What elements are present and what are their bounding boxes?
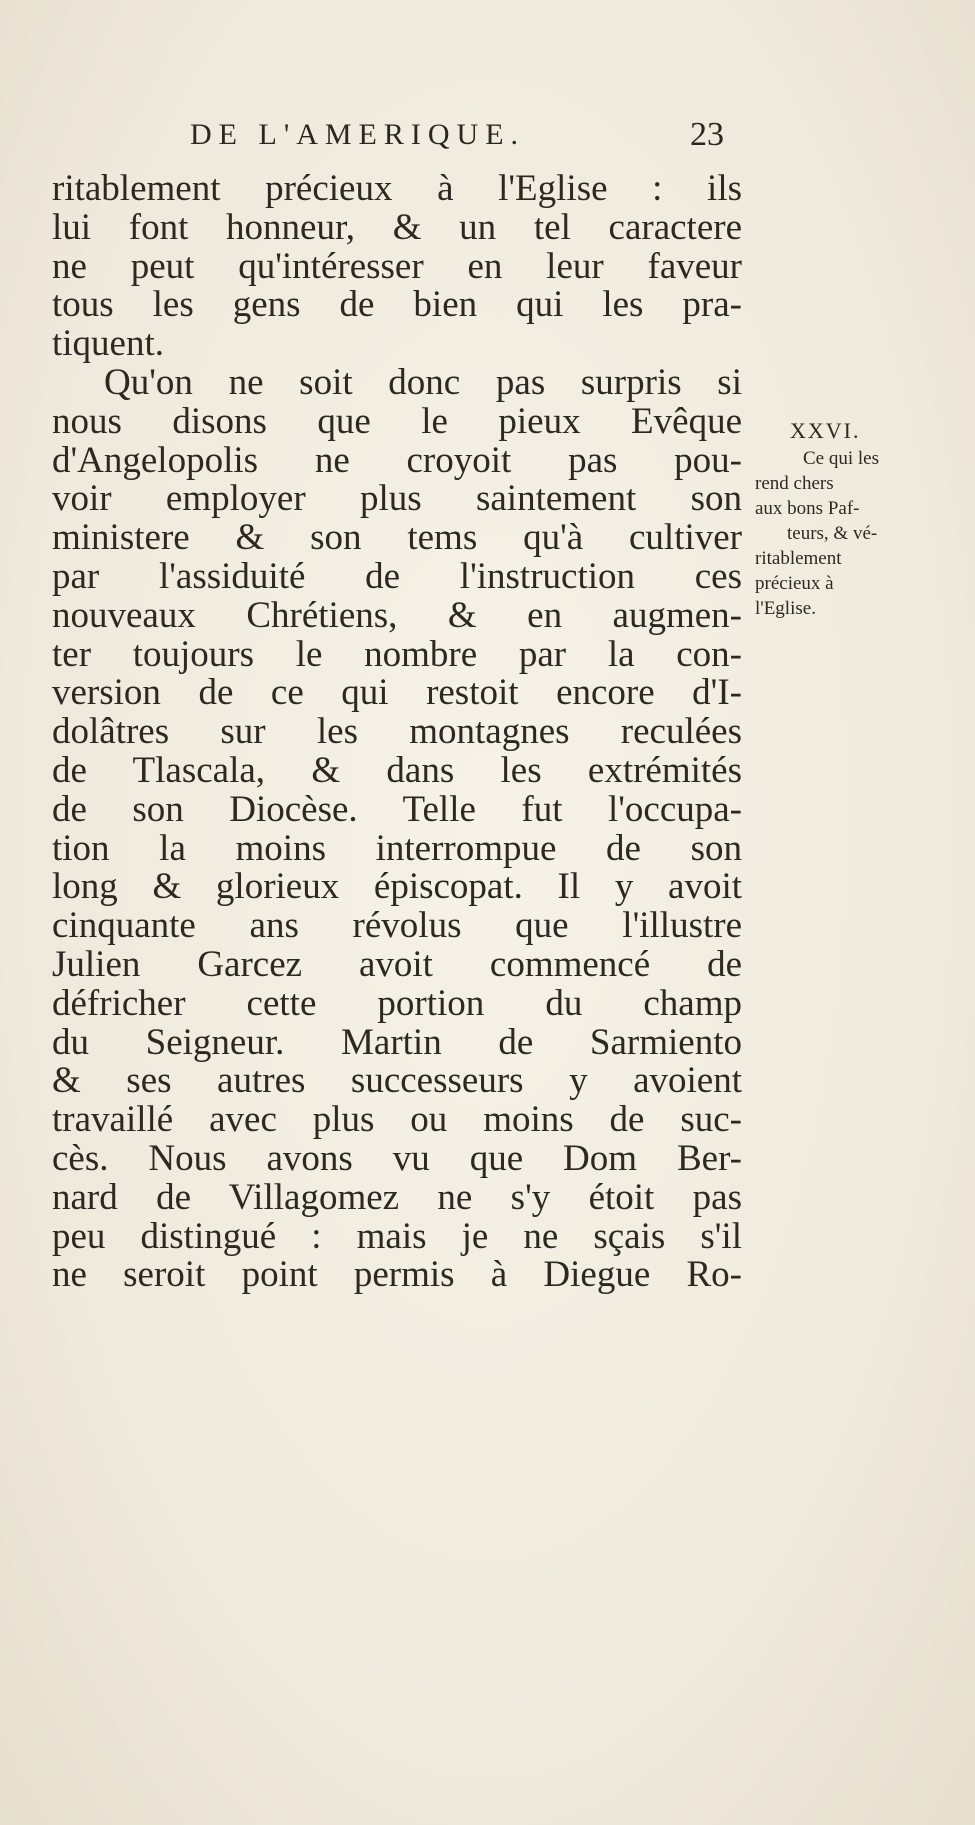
- text-line: lui font honneur, & un tel caractere: [52, 206, 742, 248]
- text-line: défricher cette portion du champ: [52, 982, 742, 1024]
- text-line: & ses autres successeurs y avoient: [52, 1060, 742, 1102]
- margin-note-line: teurs, & vé-: [787, 523, 878, 544]
- body-text: [52, 170, 742, 1295]
- running-head: DE L'AMERIQUE.: [190, 118, 526, 151]
- margin-note-number: XXVI.: [790, 418, 861, 443]
- text-line: tion la moins interrompue de son: [52, 827, 742, 869]
- margin-note-line: aux bons Paf-: [755, 498, 860, 519]
- text-line: tiquent.: [52, 323, 165, 365]
- text-line: nard de Villagomez ne s'y étoit pas: [52, 1176, 742, 1218]
- text-line: tous les gens de bien qui les pra-: [52, 284, 742, 326]
- text-line: du Seigneur. Martin de Sarmiento: [52, 1021, 742, 1063]
- text-line: nous disons que le pieux Evêque: [52, 400, 742, 442]
- margin-note: [755, 418, 930, 621]
- text-line: ne seroit point permis à Diegue Ro-: [52, 1254, 742, 1296]
- text-line: long & glorieux épiscopat. Il y avoit: [52, 866, 742, 908]
- page-header: [0, 118, 975, 158]
- text-line: d'Angelopolis ne croyoit pas pou-: [52, 439, 742, 481]
- text-line: Qu'on ne soit donc pas surpris si: [104, 361, 742, 403]
- text-line: travaillé avec plus ou moins de suc-: [52, 1099, 742, 1141]
- text-line: cès. Nous avons vu que Dom Ber-: [52, 1137, 742, 1179]
- margin-note-line: l'Eglise.: [755, 598, 816, 619]
- margin-note-line: ritablement: [755, 548, 842, 569]
- text-line: Julien Garcez avoit commencé de: [52, 943, 742, 985]
- text-line: peu distingué : mais je ne sçais s'il: [52, 1215, 742, 1257]
- text-line: ritablement précieux à l'Eglise : ils: [52, 168, 742, 209]
- text-line: version de ce qui restoit encore d'I-: [52, 672, 742, 714]
- page-number: 23: [690, 116, 724, 153]
- text-line: voir employer plus saintement son: [52, 478, 742, 520]
- text-line: ter toujours le nombre par la con-: [52, 633, 742, 675]
- text-line: de son Diocèse. Telle fut l'occupa-: [52, 788, 742, 830]
- text-line: dolâtres sur les montagnes reculées: [52, 711, 742, 753]
- text-line: de Tlascala, & dans les extrémités: [52, 749, 742, 791]
- margin-note-line: Ce qui les: [803, 448, 879, 469]
- text-line: cinquante ans révolus que l'illustre: [52, 905, 742, 947]
- margin-note-line: précieux à: [755, 573, 834, 594]
- text-line: par l'assiduité de l'instruction ces: [52, 555, 742, 597]
- text-line: ministere & son tems qu'à cultiver: [52, 517, 742, 559]
- text-line: ne peut qu'intéresser en leur faveur: [52, 245, 742, 287]
- margin-note-line: rend chers: [755, 473, 834, 494]
- text-line: nouveaux Chrétiens, & en augmen-: [52, 594, 742, 636]
